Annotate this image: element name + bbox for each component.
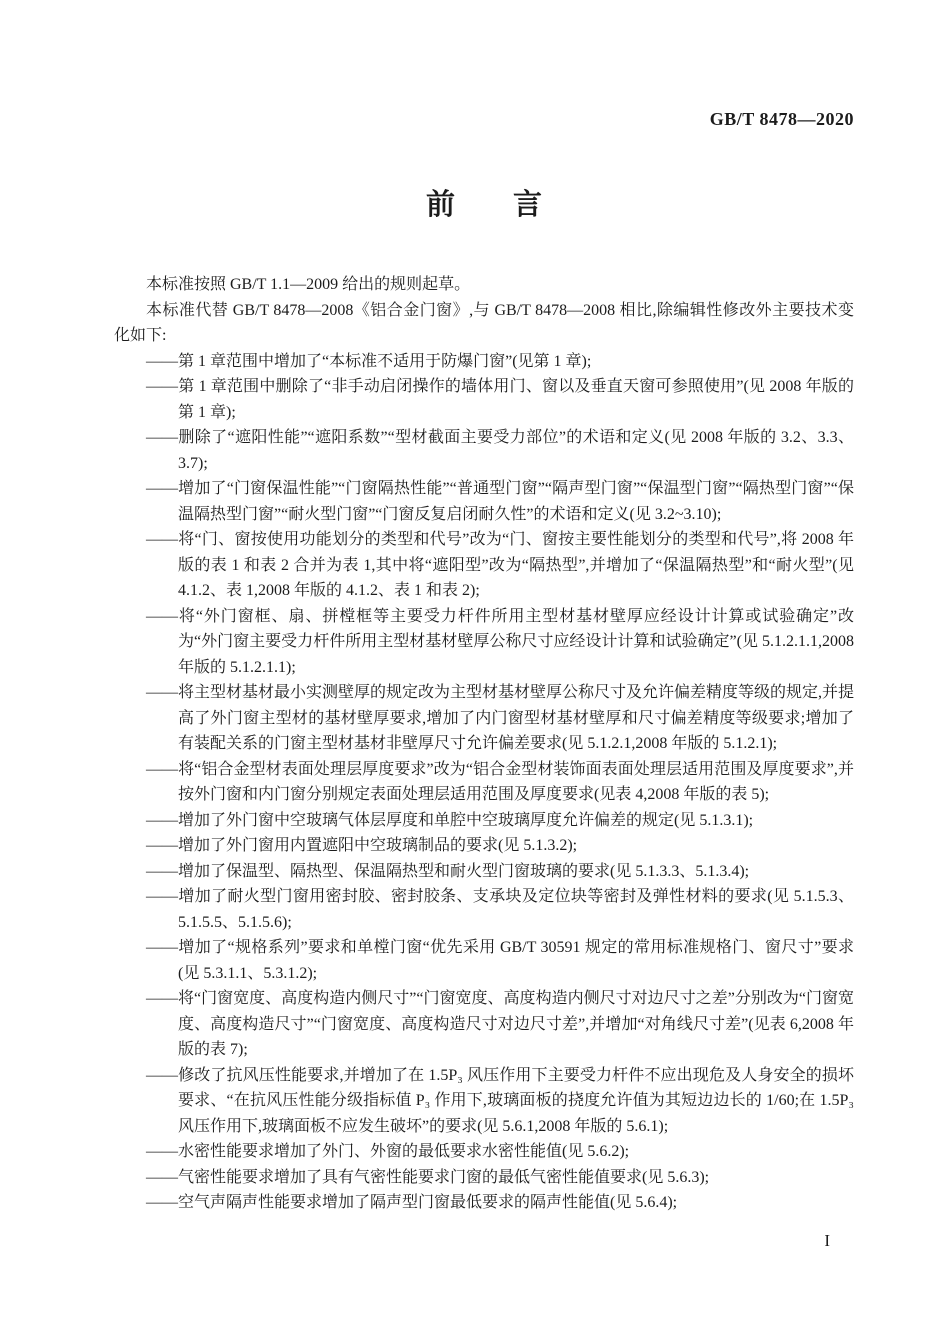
change-item: ——空气声隔声性能要求增加了隔声型门窗最低要求的隔声性能值(见 5.6.4); <box>146 1194 678 1211</box>
change-item: ——气密性能要求增加了具有气密性能要求门窗的最低气密性能值要求(见 5.6.3); <box>146 1168 710 1186</box>
change-item: ——增加了耐火型门窗用密封胶、密封胶条、支承块及定位块等密封及弹性材料的要求(见 5.1.5.3、5.1.5.5、5.1.5.6); <box>146 888 854 931</box>
change-item: ——将主型材基材最小实测壁厚的规定改为主型材基材壁厚公称尺寸及允许偏差精度等级的规定,并提高了外门窗主型材的基材壁厚要求,增加了内门窗型材基材壁厚和尺寸偏差精度等级要求;增加了有装配关系的门窗主型材基材非壁厚尺寸允许偏差要求(见 5.1.2.1,2008 年版的 5.1.2.1); <box>146 684 855 752</box>
change-item: ——增加了“规格系列”要求和单樘门窗“优先采用 GB/T 30591 规定的常用标准规格门、窗尺寸”要求(见 5.3.1.1、5.3.1.2); <box>146 939 854 982</box>
page-title: 前 言 <box>425 189 542 221</box>
change-item: ——将“外门窗框、扇、拼樘框等主要受力杆件所用主型材基材壁厚应经设计计算或试验确定”改为“外门窗主要受力杆件所用主型材基材壁厚公称尺寸应经设计计算和试验确定”(见 5.1.2.1.1,2008 年版的 5.1.2.1.1); <box>146 607 854 676</box>
intro-paragraph: 本标准按照 GB/T 1.1—2009 给出的规则起草。 <box>146 276 471 293</box>
change-item: ——将“门窗宽度、高度构造内侧尺寸”“门窗宽度、高度构造内侧尺寸对边尺寸之差”分别改为“门窗宽度、高度构造尺寸”“门窗宽度、高度构造尺寸对边尺寸差”,并增加“对角线尺寸差”(见表 6,2008 年版的表 7); <box>146 990 854 1058</box>
change-list <box>114 349 854 1216</box>
document-body <box>114 272 854 1216</box>
page-number: I <box>824 1231 830 1250</box>
change-item: ——增加了外门窗用内置遮阳中空玻璃制品的要求(见 5.1.3.2); <box>146 837 578 854</box>
intro-paragraph: 本标准代替 GB/T 8478—2008《铝合金门窗》,与 GB/T 8478—2008 相比,除编辑性修改外主要技术变化如下: <box>114 301 854 344</box>
change-item: ——修改了抗风压性能要求,并增加了在 1.5P₃ 风压作用下主要受力杆件不应出现危及人身安全的损坏要求、“在抗风压性能分级指标值 P₃ 作用下,玻璃面板的挠度允许值为其短边边长的 1/60;在 1.5P₃ 风压作用下,玻璃面板不应发生破坏”的要求(见 5.6.1,2008 年版的 5.6.1); <box>146 1066 854 1135</box>
change-item: ——增加了保温型、隔热型、保温隔热型和耐火型门窗玻璃的要求(见 5.1.3.3、5.1.3.4); <box>146 862 750 880</box>
change-item: ——水密性能要求增加了外门、外窗的最低要求水密性能值(见 5.6.2); <box>146 1143 630 1160</box>
change-item: ——第 1 章范围中增加了“本标准不适用于防爆门窗”(见第 1 章); <box>146 352 592 370</box>
change-item: ——第 1 章范围中删除了“非手动启闭操作的墙体用门、窗以及垂直天窗可参照使用”(见 2008 年版的第 1 章); <box>146 378 854 421</box>
change-item: ——增加了“门窗保温性能”“门窗隔热性能”“普通型门窗”“隔声型门窗”“保温型门窗”“隔热型门窗”“保温隔热型门窗”“耐火型门窗”“门窗反复启闭耐久性”的术语和定义(见 3.2~3.10); <box>146 480 854 523</box>
change-item: ——增加了外门窗中空玻璃气体层厚度和单腔中空玻璃厚度允许偏差的规定(见 5.1.3.1); <box>146 811 754 829</box>
change-item: ——将“铝合金型材表面处理层厚度要求”改为“铝合金型材装饰面表面处理层适用范围及厚度要求”,并按外门窗和内门窗分别规定表面处理层适用范围及厚度要求(见表 4,2008 年版的表 5); <box>146 760 854 803</box>
standard-code: GB/T 8478—2020 <box>709 109 854 129</box>
change-item: ——删除了“遮阳性能”“遮阳系数”“型材截面主要受力部位”的术语和定义(见 2008 年版的 3.2、3.3、3.7); <box>146 429 854 472</box>
change-item: ——将“门、窗按使用功能划分的类型和代号”改为“门、窗按主要性能划分的类型和代号”,将 2008 年版的表 1 和表 2 合并为表 1,其中将“遮阳型”改为“隔热型”,并增加了“保温隔热型”和“耐火型”(见 4.1.2、表 1,2008 年版的 4.1.2、表 1 和表 2); <box>146 531 854 599</box>
